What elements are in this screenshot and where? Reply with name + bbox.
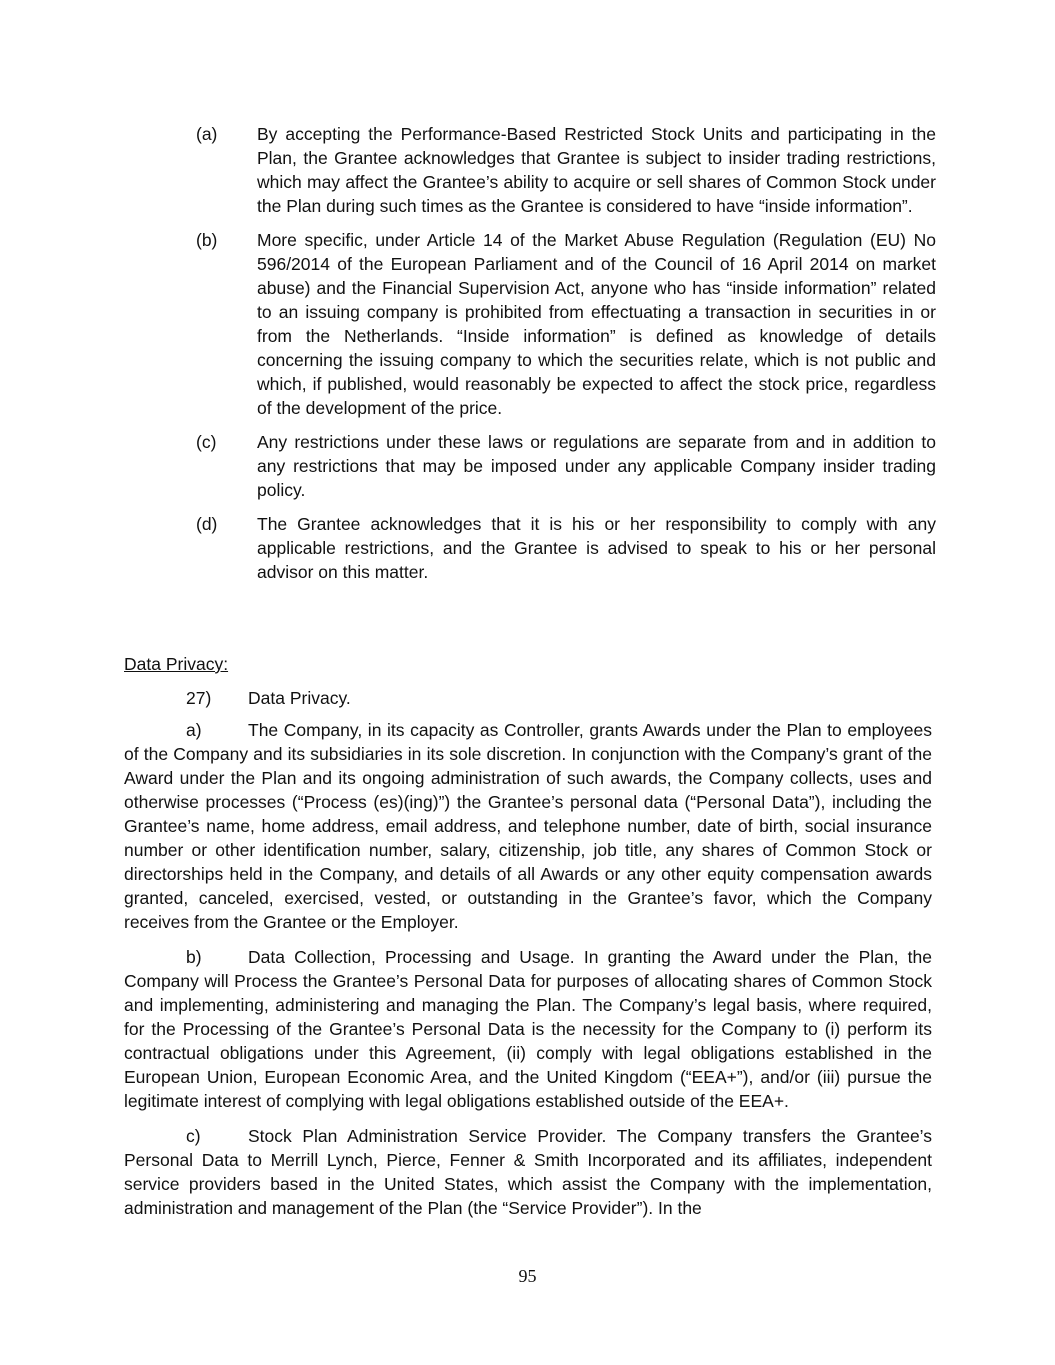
paragraph-text: Stock Plan Administration Service Provider. The Company transfers the Grantee’s Personal Data to Merrill Lynch, Pierce, Fenner & Smith Incorporated and its affiliates, independent service providers based in the United States, which assist the Company with the implementation, administration and management of the Plan (the “Service Provider”). In the [124,1126,932,1218]
list-text: The Grantee acknowledges that it is his or her responsibility to comply with any applicable restrictions, and the Grantee is advised to speak to his or her personal advisor on this matter. [257,514,936,582]
paragraph-marker: c) [186,1126,201,1146]
list-marker: (d) [196,514,218,534]
paragraph-b [124,945,932,1113]
list-text: By accepting the Performance-Based Restricted Stock Units and participating in the Plan, the Grantee acknowledges that Grantee is subject to insider trading restrictions, which may affect the Grantee’s ability to acquire or sell shares of Common Stock under the Plan during such times as the Grantee is considered to have “inside information”. [257,124,936,216]
paragraph-c [124,1124,932,1220]
list-marker: (b) [196,230,218,250]
paragraph-a [124,718,932,934]
list-item-b [196,228,936,420]
section-heading: Data Privacy: [124,654,229,674]
list-text: More specific, under Article 14 of the Market Abuse Regulation (Regulation (EU) No 596/2014 of the European Parliament and of the Council of 16 April 2014 on market abuse) and the Financial Supervision Act, anyone who has “inside information” related to an issuing company is prohibited from effectuating a transaction in securities in or from the Netherlands. “Inside information” is defined as knowledge of details concerning the issuing company to which the securities relate, which is not public and which, if published, would reasonably be expected to affect the stock price, regardless of the development of the price. [257,230,936,418]
paragraph-text: The Company, in its capacity as Controller, grants Awards under the Plan to employees of the Company and its subsidiaries in its sole discretion. In conjunction with the Company’s grant of the Award under the Plan and its ongoing administration of such awards, the Company collects, uses and otherwise processes (“Process (es)(ing)”) the Grantee’s personal data (“Personal Data”), including the Grantee’s name, home address, email address, and telephone number, date of birth, social insurance number or other identification number, salary, citizenship, job title, any shares of Common Stock or directorships held in the Company, and details of all Awards or any other equity compensation awards granted, canceled, exercised, vested, or outstanding in the Grantee’s favor, which the Company receives from the Grantee or the Employer. [124,720,932,932]
paragraph-marker: a) [186,720,202,740]
list-item-d [196,512,936,584]
list-item-c [196,430,936,502]
paragraph-text: Data Collection, Processing and Usage. In granting the Award under the Plan, the Company will Process the Grantee’s Personal Data for purposes of allocating shares of Common Stock and implementing, administering and managing the Plan. The Company’s legal basis, where required, for the Processing of the Grantee’s Personal Data is the necessity for the Company to (i) perform its contractual obligations under this Agreement, (ii) comply with legal obligations established in the European Union, European Economic Area, and the United Kingdom (“EEA+”), and/or (iii) pursue the legitimate interest of complying with legal obligations established outside of the EEA+. [124,947,932,1111]
acknowledgement-list [196,122,936,594]
data-privacy-paragraphs [124,718,932,1231]
section-number: 27) [186,688,212,708]
paragraph-marker: b) [186,947,202,967]
section-title-text: Data Privacy. [248,688,351,708]
list-marker: (a) [196,124,218,144]
list-item-a [196,122,936,218]
list-marker: (c) [196,432,217,452]
list-text: Any restrictions under these laws or regulations are separate from and in addition to any restrictions that may be imposed under any applicable Company insider trading policy. [257,432,936,500]
section-title [186,686,351,710]
page-number: 95 [518,1266,537,1286]
